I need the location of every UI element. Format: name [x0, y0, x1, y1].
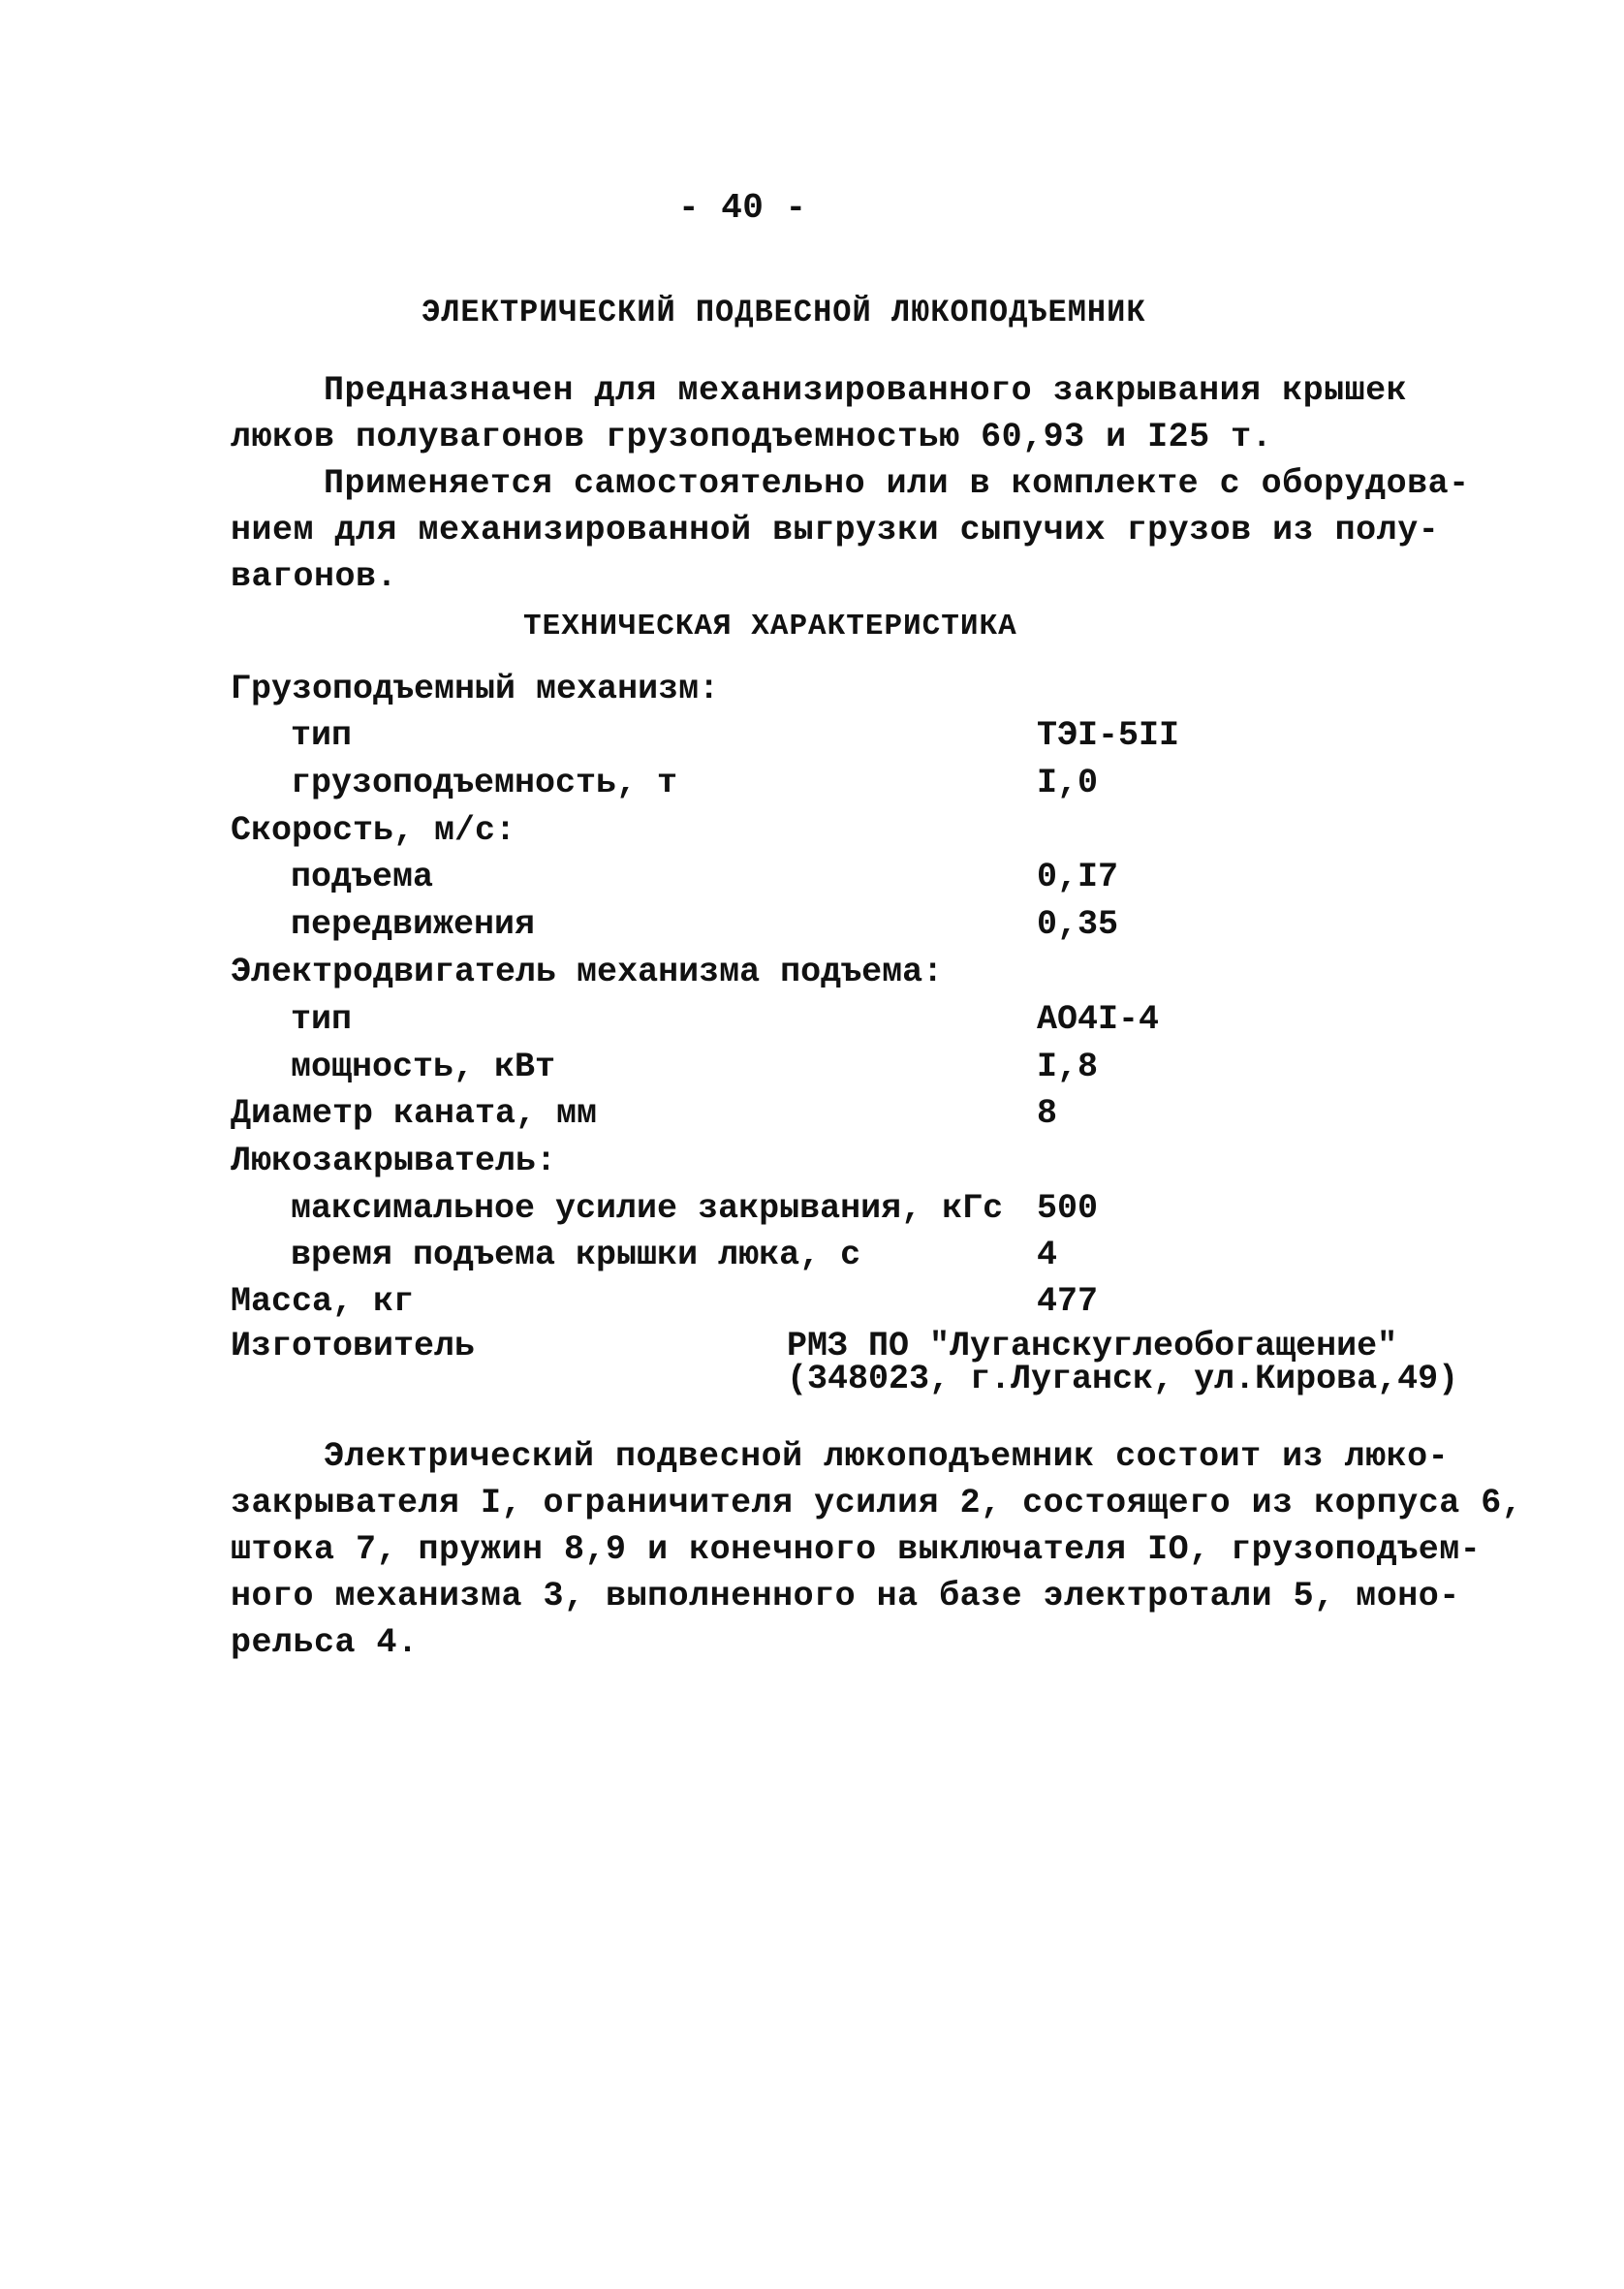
description-line: ного механизма 3, выполненного на базе электротали 5, моно- [231, 1577, 1460, 1615]
spec-value: I,0 [1037, 764, 1099, 802]
spec-label: тип [291, 1000, 353, 1039]
spec-label: Масса, кг [231, 1282, 415, 1321]
page-number: - 40 - [678, 188, 807, 228]
description-line: Электрический подвесной люкоподъемник состоит из люко- [324, 1437, 1450, 1476]
spec-label: Грузоподъемный механизм: [231, 670, 720, 708]
spec-value: 8 [1037, 1094, 1058, 1133]
spec-label: Люкозакрыватель: [231, 1142, 557, 1180]
intro-line: нием для механизированной выгрузки сыпучих грузов из полу- [231, 511, 1440, 549]
spec-value: 477 [1037, 1282, 1099, 1321]
intro-line: Применяется самостоятельно или в комплекте с оборудова- [324, 464, 1470, 503]
spec-value: ТЭI-5II [1037, 716, 1180, 755]
spec-label: подъема [291, 858, 434, 896]
description-line: закрывателя I, ограничителя усилия 2, состоящего из корпуса 6, [231, 1484, 1523, 1522]
document-title: ЭЛЕКТРИЧЕСКИЙ ПОДВЕСНОЙ ЛЮКОПОДЪЕМНИК [422, 295, 1146, 330]
spec-label: мощность, кВт [291, 1048, 556, 1086]
spec-label: Скорость, м/с: [231, 811, 516, 850]
spec-label: грузоподъемность, т [291, 764, 678, 802]
spec-value: I,8 [1037, 1048, 1099, 1086]
spec-label: Электродвигатель механизма подъема: [231, 953, 944, 991]
spec-heading: ТЕХНИЧЕСКАЯ ХАРАКТЕРИСТИКА [523, 610, 1017, 643]
spec-value: 0,35 [1037, 905, 1119, 944]
description-line: штока 7, пружин 8,9 и конечного выключателя IO, грузоподъем- [231, 1530, 1482, 1569]
spec-value: 0,I7 [1037, 858, 1119, 896]
manufacturer-label: Изготовитель [231, 1327, 476, 1365]
spec-label: время подъема крышки люка, с [291, 1236, 861, 1274]
spec-label: Диаметр каната, мм [231, 1094, 598, 1133]
spec-label: тип [291, 716, 353, 755]
intro-line: вагонов. [231, 557, 398, 596]
spec-value: 4 [1037, 1236, 1058, 1274]
spec-value: 500 [1037, 1189, 1099, 1228]
spec-value: АО4I-4 [1037, 1000, 1160, 1039]
intro-line: Предназначен для механизированного закрывания крышек [324, 371, 1408, 410]
manufacturer-address: (348023, г.Луганск, ул.Кирова,49) [787, 1360, 1459, 1398]
intro-line: люков полувагонов грузоподъемностью 60,93 и I25 т. [231, 418, 1273, 456]
spec-label: передвижения [291, 905, 536, 944]
spec-label: максимальное усилие закрывания, кГс [291, 1189, 1004, 1228]
manufacturer-name: РМЗ ПО "Луганскуглеобогащение" [787, 1327, 1398, 1365]
description-line: рельса 4. [231, 1623, 419, 1662]
